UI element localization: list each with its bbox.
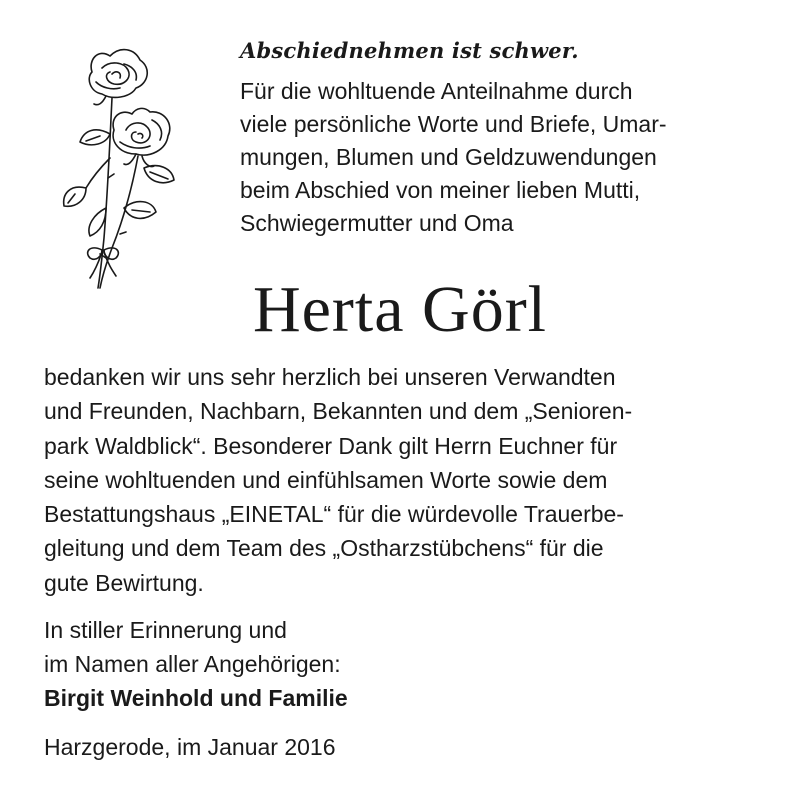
body-line: und Freunden, Nachbarn, Bekannten und dem „Senioren- <box>44 398 633 425</box>
rose-icon <box>40 38 190 293</box>
signatory-name: Birgit Weinhold und Familie <box>44 685 348 711</box>
body-line: bedanken wir uns sehr herzlich bei unseren Verwandten <box>44 364 616 390</box>
intro-line: Schwiegermutter und Oma <box>240 210 514 236</box>
intro-text <box>240 75 780 240</box>
intro-line: mungen, Blumen und Geldzuwendungen <box>240 144 657 170</box>
deceased-name: Herta Görl <box>252 273 548 346</box>
body-line: park Waldblick“. Besonderer Dank gilt Herrn Euchner für <box>44 432 618 459</box>
body-line: gute Bewirtung. <box>44 569 204 596</box>
notice-headline: Abschiednehmen ist schwer. <box>240 38 579 63</box>
place-date: Harzgerode, im Januar 2016 <box>44 734 336 760</box>
body-line: gleitung und dem Team des „Ostharzstübchens“ für die <box>44 535 604 562</box>
intro-line: viele persönliche Worte und Briefe, Umar- <box>240 111 667 137</box>
notice-header <box>240 38 780 240</box>
intro-line: beim Abschied von meiner lieben Mutti, <box>240 177 641 203</box>
intro-line: Für die wohltuende Anteilnahme durch <box>240 78 633 104</box>
thanks-text <box>44 360 774 600</box>
body-line: Bestattungshaus „EINETAL“ für die würdevolle Trauerbe- <box>44 501 624 528</box>
signature-block <box>44 613 774 715</box>
body-line: seine wohltuenden und einfühlsamen Worte sowie dem <box>44 466 608 493</box>
closing-line: im Namen aller Angehörigen: <box>44 651 341 677</box>
closing-line: In stiller Erinnerung und <box>44 617 287 643</box>
